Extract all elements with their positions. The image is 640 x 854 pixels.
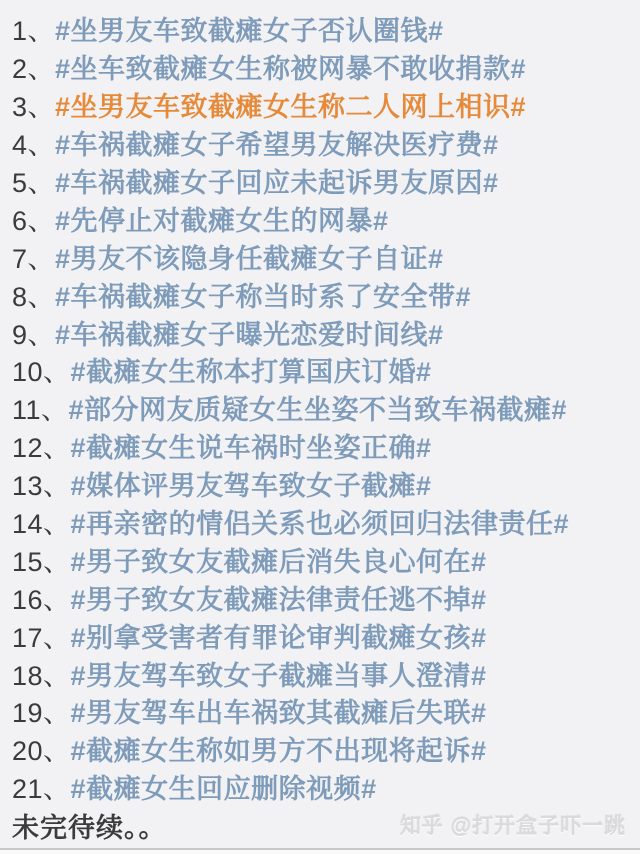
item-number: 8、	[12, 281, 56, 312]
item-number: 15、	[12, 546, 71, 577]
item-number: 12、	[12, 433, 71, 464]
item-number: 13、	[12, 471, 71, 502]
list-item	[12, 313, 634, 351]
list-item	[12, 275, 634, 313]
item-number: 16、	[12, 584, 71, 615]
item-hashtag: #坐男友车致截瘫女子否认圈钱#	[55, 16, 444, 47]
list-item	[12, 654, 634, 692]
list-item	[12, 351, 634, 389]
list-item	[12, 503, 634, 541]
list-item	[12, 768, 634, 806]
item-hashtag: #截瘫女生说车祸时坐姿正确#	[70, 433, 432, 464]
item-hashtag: #车祸截瘫女子曝光恋爱时间线#	[55, 319, 444, 350]
list-item	[12, 162, 634, 200]
item-number: 1、	[12, 16, 56, 47]
list-item	[12, 124, 634, 162]
item-number: 20、	[12, 736, 71, 767]
item-number: 5、	[12, 168, 56, 199]
item-number: 3、	[12, 92, 56, 123]
list-item	[12, 540, 634, 578]
item-hashtag: #男子致女友截瘫法律责任逃不掉#	[70, 584, 487, 615]
item-hashtag: #男友驾车致女子截瘫当事人澄清#	[70, 660, 487, 691]
item-hashtag: #男子致女友截瘫后消失良心何在#	[70, 546, 487, 577]
item-hashtag: #媒体评男友驾车致女子截瘫#	[70, 471, 432, 502]
item-number: 2、	[12, 54, 56, 85]
item-number: 14、	[12, 509, 71, 540]
item-hashtag: #截瘫女生回应删除视频#	[70, 774, 377, 805]
item-hashtag: #截瘫女生称本打算国庆订婚#	[70, 357, 432, 388]
list-item	[12, 692, 634, 730]
item-number: 10、	[12, 357, 71, 388]
item-number: 19、	[12, 698, 71, 729]
item-hashtag: #部分网友质疑女生坐姿不当致车祸截瘫#	[68, 395, 568, 426]
item-number: 4、	[12, 130, 56, 161]
list-item	[12, 465, 634, 503]
item-hashtag: #男友不该隐身任截瘫女子自证#	[55, 243, 444, 274]
zhihu-watermark: 知乎 @打开盒子吓一跳	[399, 815, 626, 838]
item-number: 6、	[12, 205, 56, 236]
item-number: 21、	[12, 774, 71, 805]
to-be-continued-text: 未完待续。。	[12, 813, 167, 844]
item-hashtag: #先停止对截瘫女生的网暴#	[55, 205, 389, 236]
list-item	[12, 237, 634, 275]
item-hashtag: #截瘫女生称如男方不出现将起诉#	[70, 736, 487, 767]
list-item	[12, 86, 634, 124]
item-number: 17、	[12, 622, 71, 653]
item-number: 9、	[12, 319, 56, 350]
item-hashtag: #车祸截瘫女子希望男友解决医疗费#	[55, 130, 499, 161]
list-item	[12, 730, 634, 768]
list-item	[12, 389, 634, 427]
item-hashtag: #男友驾车出车祸致其截瘫后失联#	[70, 698, 487, 729]
list-item	[12, 199, 634, 237]
item-number: 11、	[12, 395, 69, 426]
bottom-divider	[0, 848, 640, 854]
item-hashtag: #别拿受害者有罪论审判截瘫女孩#	[70, 622, 487, 653]
list-item	[12, 578, 634, 616]
list-item	[12, 48, 634, 86]
item-hashtag: #再亲密的情侣关系也必须回归法律责任#	[70, 509, 570, 540]
item-number: 7、	[12, 243, 56, 274]
item-hashtag: #坐男友车致截瘫女生称二人网上相识#	[55, 92, 527, 123]
list-item	[12, 616, 634, 654]
item-number: 18、	[12, 660, 71, 691]
list-item	[12, 10, 634, 48]
item-hashtag: #车祸截瘫女子称当时系了安全带#	[55, 281, 472, 312]
item-hashtag: #车祸截瘫女子回应未起诉男友原因#	[55, 168, 499, 199]
list-item	[12, 427, 634, 465]
item-hashtag: #坐车致截瘫女生称被网暴不敢收捐款#	[55, 54, 527, 85]
